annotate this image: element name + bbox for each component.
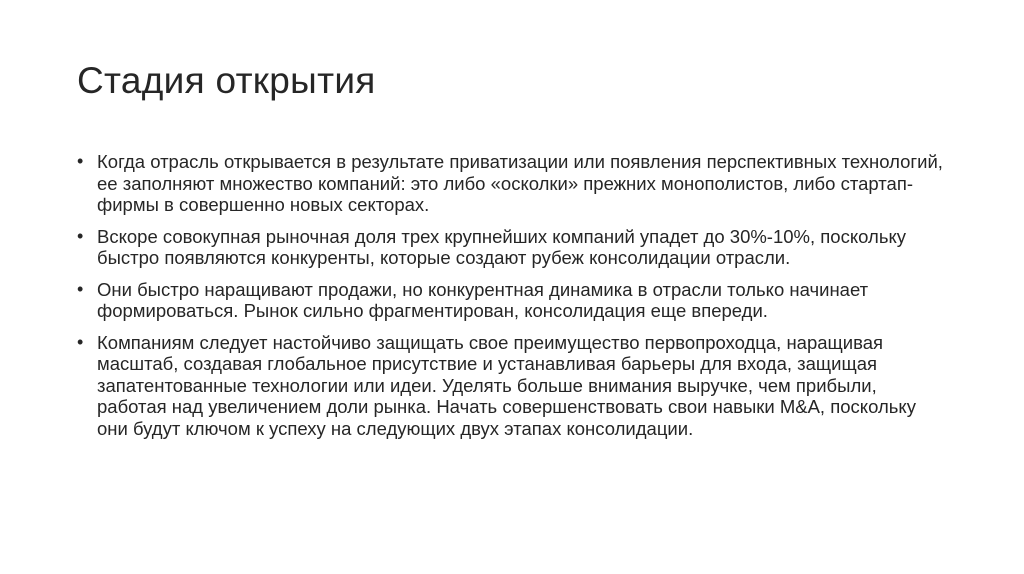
bullet-item: [77, 332, 947, 440]
slide-title: Стадия открытия: [77, 60, 376, 101]
bullet-text: Когда отрасль открывается в результате приватизации или появления перспективных технологий, ее заполняют множество компаний: это либо «осколки» прежних монополистов, либо стартап-фирмы в совершенно новых секторах.: [97, 151, 943, 215]
bullet-text: Вскоре совокупная рыночная доля трех крупнейших компаний упадет до 30%-10%, поскольку быстро появляются конкуренты, которые создают рубеж консолидации отрасли.: [97, 225, 907, 268]
bullet-marker: •: [77, 151, 84, 171]
bullet-text: Они быстро наращивают продажи, но конкурентная динамика в отрасли только начинает формироваться. Рынок сильно фрагментирован, консолидация еще впереди.: [97, 278, 869, 321]
bullet-text: Компаниям следует настойчиво защищать свое преимущество первопроходца, наращивая масштаб, создавая глобальное присутствие и устанавливая барьеры для входа, защищая запатентованные технологии или идеи. Уделять больше внимания выручке, чем прибыли, работая над увеличением доли рынка. Начать совершенствовать свои навыки M&A, поскольку они будут ключом к успеху на следующих двух этапах консолидации.: [97, 331, 916, 439]
bullet-item: [77, 226, 947, 269]
bullet-item: [77, 151, 947, 216]
bullet-item: [77, 279, 947, 322]
bullet-marker: •: [77, 225, 84, 246]
bullet-marker: •: [77, 278, 84, 299]
bullet-list: [77, 151, 947, 449]
bullet-marker: •: [77, 331, 84, 352]
